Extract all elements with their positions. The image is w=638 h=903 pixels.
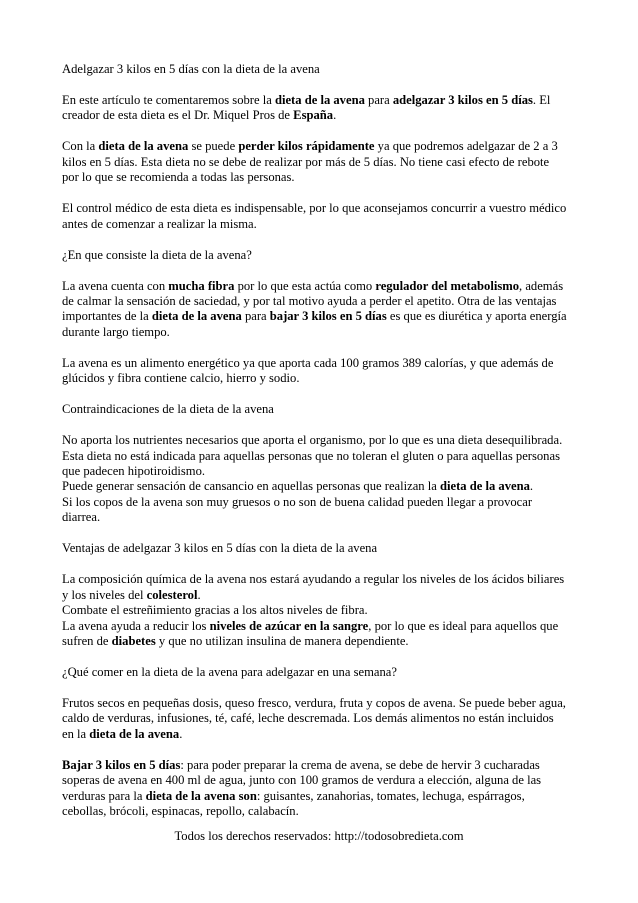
text-line: [62, 541, 582, 556]
text-run: Ventajas de adelgazar 3 kilos en 5 días con la dieta de la avena: [62, 541, 378, 556]
bold-text: dieta de la avena: [89, 726, 180, 741]
text-line: [62, 588, 582, 603]
text-run: La avena ayuda a reducir los: [62, 618, 210, 633]
paragraph: [62, 248, 582, 263]
text-line: [62, 634, 582, 649]
text-run: La composición química de la avena nos estará ayudando a regular los niveles de los ácidos biliares: [62, 572, 565, 587]
text-run: kilos en 5 días. Esta dieta no se debe de realizar por más de 5 días. No tiene casi efecto de rebote: [62, 154, 550, 169]
paragraph: [62, 665, 582, 680]
text-run: cebollas, brócoli, espinacas, repollo, calabacín.: [62, 803, 299, 818]
text-run: ¿Qué comer en la dieta de la avena para adelgazar en una semana?: [62, 664, 397, 679]
text-run: .: [529, 479, 534, 494]
text-run: en la: [62, 726, 90, 741]
paragraph: [62, 62, 582, 77]
text-line: [62, 217, 582, 232]
text-line: [62, 279, 582, 294]
bold-text: dieta de la avena: [98, 139, 189, 154]
text-line: [62, 108, 582, 123]
paragraph: [62, 758, 582, 820]
text-run: durante largo tiempo.: [62, 324, 170, 339]
text-line: [62, 309, 582, 324]
paragraph: [62, 402, 582, 417]
text-run: No aporta los nutrientes necesarios que aporta el organismo, por lo que es una dieta desequilibrada.: [62, 433, 563, 448]
bold-text: niveles de azúcar en la sangre: [209, 618, 369, 633]
text-line: [62, 479, 582, 494]
text-line: [62, 155, 582, 170]
bold-text: mucha fibra: [168, 278, 235, 293]
text-run: diarrea.: [62, 510, 101, 525]
text-run: importantes de la: [62, 309, 152, 324]
paragraph: [62, 139, 582, 185]
text-run: Adelgazar 3 kilos en 5 días con la dieta de la avena: [62, 62, 320, 76]
text-run: .: [197, 587, 201, 602]
text-run: , además: [519, 278, 564, 293]
text-run: , por lo que es ideal para aquellos que: [368, 618, 559, 633]
text-line: [62, 93, 582, 108]
text-run: Frutos secos en pequeñas dosis, queso fresco, verdura, fruta y copos de avena. Se puede beber agua,: [62, 695, 566, 710]
text-run: Esta dieta no está indicada para aquellas personas que no toleran el gluten o para aquellas personas: [62, 448, 560, 463]
text-run: El control médico de esta dieta es indispensable, por lo que aconsejamos concurrir a vuestro médico: [62, 201, 567, 216]
text-line: [62, 464, 582, 479]
text-run: creador de esta dieta es el Dr. Miquel Pros de: [62, 108, 294, 123]
bold-text: dieta de la avena: [274, 93, 365, 107]
paragraph: [62, 696, 582, 742]
text-run: En este artículo te comentaremos sobre la: [62, 93, 275, 107]
text-run: Si los copos de la avena son muy gruesos o no son de buena calidad pueden llegar a provocar: [62, 494, 533, 509]
text-line: [62, 248, 582, 263]
text-run: por lo que se recomienda a todas las personas.: [62, 170, 295, 185]
text-run: Combate el estreñimiento gracias a los altos niveles de fibra.: [62, 603, 368, 618]
text-run: La avena cuenta con: [62, 278, 169, 293]
bold-text: dieta de la avena: [440, 479, 530, 494]
text-line: [62, 510, 582, 525]
text-run: antes de comenzar a realizar la misma.: [62, 216, 257, 231]
text-line: [62, 572, 582, 587]
paragraph: [62, 201, 582, 232]
bold-text: colesterol: [146, 587, 198, 602]
text-line: [62, 201, 582, 216]
text-line: [62, 603, 582, 618]
text-run: caldo de verduras, infusiones, té, café, leche descremada. Los demás alimentos no están incluidos: [62, 711, 554, 726]
text-run: ya que podremos adelgazar de 2 a 3: [374, 139, 558, 154]
text-line: [62, 62, 582, 77]
text-run: que padecen hipotiroidismo.: [62, 464, 206, 479]
bold-text: dieta de la avena son: [145, 788, 257, 803]
text-line: [62, 139, 582, 154]
bold-text: Bajar 3 kilos en 5 días: [62, 757, 181, 772]
paragraph: [62, 541, 582, 556]
text-run: verduras para la: [62, 788, 146, 803]
bold-text: diabetes: [111, 633, 156, 648]
text-run: Contraindicaciones de la dieta de la avena: [62, 402, 274, 417]
paragraph: [62, 572, 582, 649]
paragraph: [62, 433, 582, 525]
text-run: glúcidos y fibra contiene calcio, hierro y sodio.: [62, 371, 300, 386]
text-run: : para poder preparar la crema de avena, se debe de hervir 3 cucharadas: [180, 757, 540, 772]
text-line: [62, 804, 582, 819]
text-run: y los niveles del: [62, 587, 147, 602]
text-run: .: [179, 726, 183, 741]
text-run: Con la: [62, 139, 99, 154]
text-line: [62, 449, 582, 464]
text-run: por lo que esta actúa como: [234, 278, 376, 293]
text-run: : guisantes, zanahorias, tomates, lechuga, espárragos,: [256, 788, 525, 803]
text-line: [62, 371, 582, 386]
paragraph: [62, 356, 582, 387]
text-run: y que no utilizan insulina de manera dependiente.: [155, 633, 409, 648]
text-run: sufren de: [62, 633, 112, 648]
paragraph: [62, 93, 582, 124]
text-line: [62, 789, 582, 804]
text-run: soperas de avena en 400 ml de agua, junto con 100 gramos de verdura a elección, alguna de las: [62, 773, 542, 788]
bold-text: España: [293, 108, 334, 123]
text-line: [62, 170, 582, 185]
text-line: [62, 402, 582, 417]
text-line: [62, 495, 582, 510]
text-line: [62, 758, 582, 773]
text-line: [62, 727, 582, 742]
bold-text: regulador del metabolismo: [375, 278, 520, 293]
text-run: es que es diurética y aporta energía: [386, 309, 567, 324]
text-line: [62, 773, 582, 788]
bold-text: dieta de la avena: [151, 309, 242, 324]
text-line: [62, 711, 582, 726]
article-body: [62, 62, 582, 835]
text-run: de calmar la sensación de saciedad, y por tal motivo ayuda a perder el apetito. Otra de las ventajas: [62, 294, 557, 309]
text-run: para: [241, 309, 270, 324]
text-line: [62, 325, 582, 340]
text-line: [62, 665, 582, 680]
text-run: se puede: [188, 139, 239, 154]
footer-copyright: Todos los derechos reservados: http://todosobredieta.com: [174, 829, 464, 843]
text-line: [62, 433, 582, 448]
text-run: ¿En que consiste la dieta de la avena?: [62, 247, 252, 262]
text-run: .: [333, 108, 337, 123]
text-line: [62, 356, 582, 371]
text-line: [62, 696, 582, 711]
text-run: . El: [532, 93, 551, 107]
text-run: para: [364, 93, 393, 107]
paragraph: [62, 279, 582, 341]
bold-text: bajar 3 kilos en 5 días: [269, 309, 387, 324]
text-run: Puede generar sensación de cansancio en aquellas personas que realizan la: [62, 479, 440, 494]
bold-text: perder kilos rápidamente: [238, 139, 375, 154]
text-line: [62, 294, 582, 309]
text-line: [62, 619, 582, 634]
text-run: La avena es un alimento energético ya que aporta cada 100 gramos 389 calorías, y que además de: [62, 355, 554, 370]
bold-text: adelgazar 3 kilos en 5 días: [392, 93, 533, 107]
